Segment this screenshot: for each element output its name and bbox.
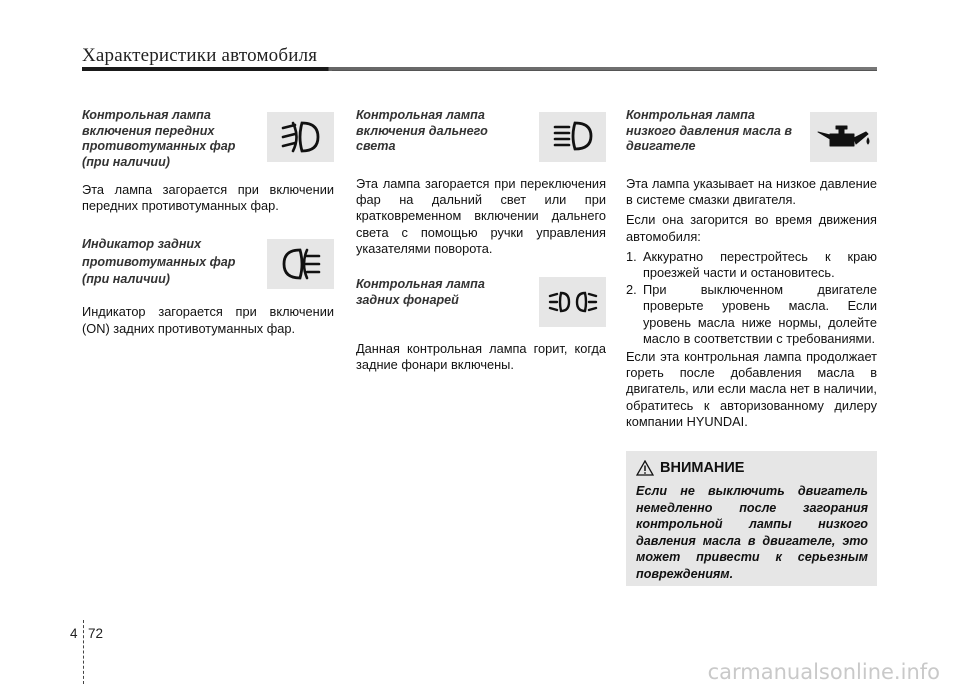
header-title: Характеристики автомобиля [82, 45, 318, 66]
section-text: Эта лампа загорается при переключения фар на дальний свет или при кратковременном включении дальнего света с помощью ручки управления указателями поворота. [356, 176, 606, 256]
paragraph: Эта лампа указывает на низкое давление в системе смазки двигателя. [626, 176, 877, 208]
list-item: 1. Аккуратно перестройтесь к краю проезжей части и остановитесь. [626, 248, 877, 281]
front-fog-lamp-icon [278, 119, 324, 155]
section-header [82, 236, 334, 292]
footer-divider [83, 620, 84, 684]
watermark: carmanualsonline.info [707, 660, 940, 684]
section-title: Индикатор задних противотуманных фар (при наличии) [82, 237, 236, 287]
list-item: 2. При выключенном двигателе проверьте уровень масла. Если уровень масла ниже нормы, долейте масло в соответствии с требованиями. [626, 282, 877, 346]
indicator-icon-box [267, 112, 334, 162]
section-header [626, 108, 877, 164]
page-number: 72 [88, 626, 104, 641]
section-title: Контрольная лампа включения дальнего света [356, 108, 488, 153]
steps-list [626, 249, 877, 347]
section-text: Эта лампа загорается при включении передних противотуманных фар. [82, 182, 334, 214]
section-title: Контрольная лампа низкого давления масла в двигателе [626, 108, 792, 153]
column-1 [82, 108, 334, 337]
warning-header [636, 460, 744, 476]
warning-triangle-icon [636, 460, 654, 476]
indicator-icon-box [539, 112, 606, 162]
header-rule-thin [332, 70, 877, 71]
section-text: Индикатор загорается при включении (ON) задних противотуманных фар. [82, 304, 334, 336]
indicator-icon-box [539, 277, 606, 327]
column-3 [626, 108, 877, 430]
section-text: Данная контрольная лампа горит, когда задние фонари включены. [356, 341, 606, 373]
paragraph: Если эта контрольная лампа продолжает гореть после добавления масла в двигатель, или если масла нет в наличии, обратитесь к авторизованному дилеру компании HYUNDAI. [626, 349, 877, 429]
warning-title: ВНИМАНИЕ [660, 460, 745, 476]
section-title: Контрольная лампа включения передних противотуманных фар (при наличии) [82, 108, 236, 169]
warning-box [626, 451, 877, 586]
paragraph: Если она загорится во время движения автомобиля: [626, 212, 877, 244]
high-beam-icon [550, 119, 596, 155]
warning-text: Если не выключить двигатель немедленно после загорания контрольной лампы низкого давления масла в двигателе, это может привести к серьезным повреждениям. [636, 484, 868, 581]
tail-lamp-icon [547, 287, 599, 317]
section-header [82, 108, 334, 170]
indicator-icon-box [810, 112, 877, 162]
oil-pressure-icon [816, 122, 872, 152]
section-header [356, 277, 606, 333]
column-2 [356, 108, 606, 373]
section-title: Контрольная лампа задних фонарей [356, 277, 485, 307]
section-number: 4 [70, 626, 78, 641]
section-header [356, 108, 606, 164]
rear-fog-lamp-icon [278, 246, 324, 282]
indicator-icon-box [267, 239, 334, 289]
